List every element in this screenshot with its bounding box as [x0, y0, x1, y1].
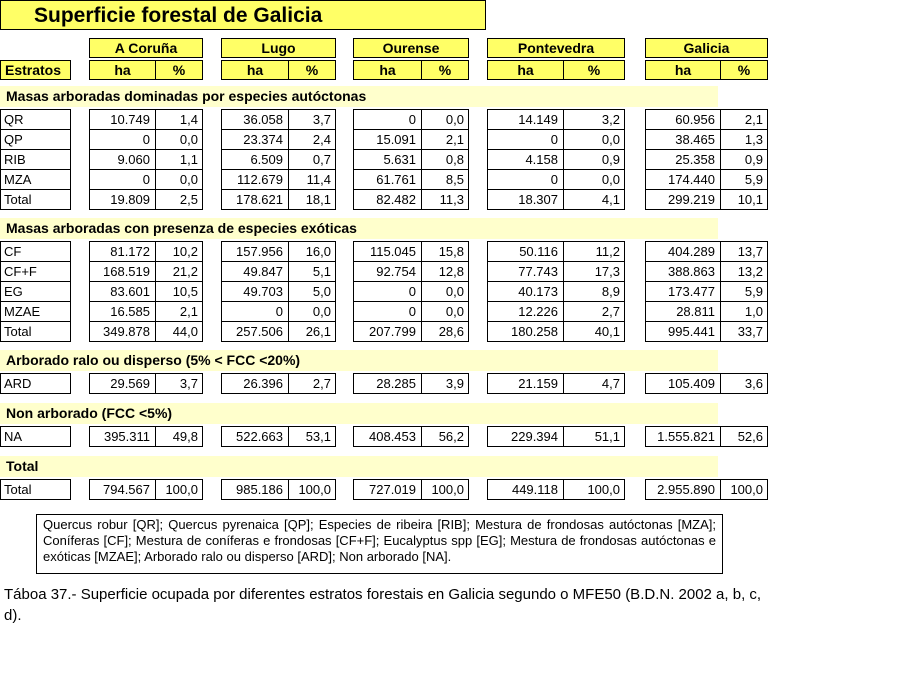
- cell-pct: 8,5: [445, 172, 464, 187]
- cell-ha: 60.956: [675, 112, 715, 127]
- section-header: [0, 456, 718, 477]
- cell-pct: 1,4: [179, 112, 198, 127]
- cell-pct: 2,1: [179, 304, 198, 319]
- cell-pct: 40,1: [594, 324, 620, 339]
- cell-ha: 50.116: [519, 244, 558, 259]
- cell-pct: 49,8: [172, 429, 198, 444]
- title-box: [0, 0, 486, 30]
- cell-ha: 1.555.821: [657, 429, 715, 444]
- cell-ha: 395.311: [103, 429, 150, 444]
- cell-pct: 100,0: [587, 482, 620, 497]
- region-header: Pontevedra: [487, 38, 625, 58]
- cell-ha: 28.285: [376, 376, 416, 391]
- section-header: [0, 218, 718, 239]
- cell-ha: 105.409: [668, 376, 715, 391]
- section-title: Masas arboradas con presenza de especies exóticas: [6, 220, 357, 236]
- section-header: [0, 86, 718, 107]
- row-label: Total: [4, 482, 32, 497]
- cell-ha: 0: [275, 304, 283, 319]
- cell-pct: 3,9: [445, 376, 464, 391]
- cell-ha: 12.226: [518, 304, 558, 319]
- cell-pct: 0,7: [312, 152, 331, 167]
- cell-pct: 11,2: [595, 244, 620, 259]
- cell-pct: 2,5: [179, 192, 198, 207]
- cell-pct: 100,0: [730, 482, 763, 497]
- cell-ha: 174.440: [668, 172, 715, 187]
- cell-pct: 0,0: [601, 172, 620, 187]
- cell-ha: 794.567: [103, 482, 150, 497]
- section-header: [0, 403, 718, 424]
- section-title: Masas arboradas dominadas por especies autóctonas: [6, 88, 367, 104]
- cell-ha: 2.955.890: [657, 482, 715, 497]
- cell-ha: 49.847: [243, 264, 283, 279]
- cell-ha: 0: [142, 132, 150, 147]
- cell-pct: 51,1: [594, 429, 620, 444]
- row-label: QP: [4, 132, 23, 147]
- cell-ha: 16.585: [110, 304, 150, 319]
- cell-pct: 10,5: [172, 284, 198, 299]
- cell-pct: 0,9: [744, 152, 763, 167]
- cell-pct: 1,3: [744, 132, 763, 147]
- cell-pct: 0,0: [445, 112, 464, 127]
- table-caption: Táboa 37.- Superficie ocupada por diferentes estratos forestais en Galicia segundo o MFE50 (B.D.N. 2002 a, b, c, d).: [4, 586, 762, 624]
- cell-pct: 2,1: [445, 132, 464, 147]
- cell-pct: 4,7: [601, 376, 620, 391]
- cell-ha: 82.482: [376, 192, 416, 207]
- cell-pct: 8,9: [601, 284, 620, 299]
- row-label: Total: [4, 324, 32, 339]
- cell-pct: 4,1: [601, 192, 620, 207]
- cell-pct: 15,8: [438, 244, 464, 259]
- cell-pct: 53,1: [305, 429, 331, 444]
- cell-pct: 3,7: [312, 112, 331, 127]
- cell-ha: 9.060: [117, 152, 150, 167]
- cell-ha: 26.396: [243, 376, 283, 391]
- cell-pct: 0,0: [179, 132, 198, 147]
- cell-pct: 0,8: [445, 152, 464, 167]
- cell-ha: 18.307: [518, 192, 558, 207]
- cell-ha: 19.809: [110, 192, 150, 207]
- cell-pct: 0,9: [601, 152, 620, 167]
- cell-pct: 3,6: [744, 376, 763, 391]
- cell-pct: 5,0: [312, 284, 331, 299]
- cell-ha: 727.019: [369, 482, 416, 497]
- row-label: EG: [4, 284, 23, 299]
- legend-box: Quercus robur [QR]; Quercus pyrenaica [QP]; Especies de ribeira [RIB]; Mestura de frondosas autóctonas [MZA]; Coníferas [CF]; Mestura de coníferas e frondosas [CF+F]; Eucalyptus spp [EG]; Mestura de frondosas autóctonas e exóticas [MZAE]; Arborado ralo ou disperso [ARD]; Non arborado [NA].: [36, 514, 723, 574]
- page-title: Superficie forestal de Galicia: [34, 4, 323, 27]
- region-header: Ourense: [353, 38, 469, 58]
- cell-pct: 5,1: [312, 264, 331, 279]
- cell-pct: 2,7: [601, 304, 620, 319]
- cell-pct: 5,9: [744, 172, 763, 187]
- cell-ha: 83.601: [110, 284, 150, 299]
- unit-pct-header: %: [563, 60, 625, 80]
- cell-pct: 100,0: [431, 482, 464, 497]
- cell-ha: 0: [550, 172, 558, 187]
- cell-ha: 23.374: [243, 132, 283, 147]
- cell-pct: 44,0: [172, 324, 198, 339]
- cell-pct: 11,3: [439, 192, 464, 207]
- section-title: Total: [6, 458, 39, 474]
- region-header: Galicia: [645, 38, 768, 58]
- cell-pct: 10,1: [737, 192, 763, 207]
- cell-pct: 11,4: [306, 172, 331, 187]
- cell-ha: 207.799: [369, 324, 416, 339]
- cell-pct: 18,1: [305, 192, 331, 207]
- unit-pct-header: %: [720, 60, 768, 80]
- cell-ha: 985.186: [236, 482, 283, 497]
- cell-ha: 49.703: [243, 284, 283, 299]
- cell-pct: 1,1: [179, 152, 198, 167]
- cell-pct: 13,7: [737, 244, 763, 259]
- cell-ha: 0: [550, 132, 558, 147]
- cell-pct: 56,2: [438, 429, 464, 444]
- cell-pct: 52,6: [737, 429, 763, 444]
- cell-ha: 36.058: [243, 112, 283, 127]
- cell-pct: 13,2: [737, 264, 763, 279]
- estratos-header: Estratos: [0, 60, 71, 80]
- unit-pct-header: %: [288, 60, 336, 80]
- cell-ha: 178.621: [236, 192, 283, 207]
- cell-ha: 29.569: [110, 376, 150, 391]
- cell-ha: 0: [408, 284, 416, 299]
- region-header: Lugo: [221, 38, 336, 58]
- cell-ha: 115.045: [369, 244, 416, 259]
- cell-pct: 26,1: [305, 324, 331, 339]
- cell-ha: 404.289: [668, 244, 715, 259]
- cell-pct: 2,1: [744, 112, 763, 127]
- row-label: CF+F: [4, 264, 37, 279]
- cell-ha: 257.506: [236, 324, 283, 339]
- cell-ha: 349.878: [103, 324, 150, 339]
- cell-ha: 180.258: [511, 324, 558, 339]
- cell-pct: 3,2: [601, 112, 620, 127]
- cell-pct: 0,0: [312, 304, 331, 319]
- cell-ha: 299.219: [668, 192, 715, 207]
- cell-pct: 21,2: [172, 264, 198, 279]
- cell-pct: 28,6: [438, 324, 464, 339]
- section-title: Arborado ralo ou disperso (5% < FCC <20%): [6, 352, 301, 368]
- cell-ha: 0: [408, 112, 416, 127]
- cell-pct: 10,2: [172, 244, 198, 259]
- unit-ha-header: ha: [221, 60, 289, 80]
- row-label: MZA: [4, 172, 32, 187]
- cell-ha: 522.663: [236, 429, 283, 444]
- unit-pct-header: %: [421, 60, 469, 80]
- cell-ha: 4.158: [525, 152, 558, 167]
- cell-ha: 408.453: [369, 429, 416, 444]
- row-label: Total: [4, 192, 32, 207]
- unit-ha-header: ha: [645, 60, 721, 80]
- cell-pct: 100,0: [165, 482, 198, 497]
- cell-ha: 168.519: [103, 264, 150, 279]
- cell-ha: 14.149: [518, 112, 558, 127]
- cell-ha: 173.477: [668, 284, 715, 299]
- row-label: ARD: [4, 376, 32, 391]
- cell-ha: 112.679: [236, 172, 283, 187]
- section-title: Non arborado (FCC <5%): [6, 405, 173, 421]
- cell-pct: 0,0: [179, 172, 198, 187]
- cell-pct: 0,0: [445, 284, 464, 299]
- cell-pct: 5,9: [744, 284, 763, 299]
- cell-ha: 0: [408, 304, 416, 319]
- row-label: QR: [4, 112, 24, 127]
- region-header: A Coruña: [89, 38, 203, 58]
- cell-ha: 0: [142, 172, 150, 187]
- cell-ha: 449.118: [511, 482, 558, 497]
- cell-ha: 6.509: [250, 152, 283, 167]
- cell-ha: 38.465: [675, 132, 715, 147]
- cell-ha: 77.743: [518, 264, 558, 279]
- cell-pct: 12,8: [438, 264, 464, 279]
- cell-ha: 28.811: [676, 304, 715, 319]
- row-label: NA: [4, 429, 23, 444]
- cell-pct: 100,0: [298, 482, 331, 497]
- cell-ha: 15.091: [376, 132, 416, 147]
- cell-pct: 1,0: [744, 304, 763, 319]
- row-label: MZAE: [4, 304, 41, 319]
- unit-ha-header: ha: [353, 60, 422, 80]
- section-header: [0, 350, 718, 371]
- unit-pct-header: %: [155, 60, 203, 80]
- cell-pct: 16,0: [305, 244, 331, 259]
- row-label: CF: [4, 244, 22, 259]
- cell-pct: 2,4: [312, 132, 331, 147]
- cell-ha: 229.394: [511, 429, 558, 444]
- cell-ha: 5.631: [383, 152, 416, 167]
- cell-pct: 0,0: [445, 304, 464, 319]
- cell-ha: 61.761: [376, 172, 416, 187]
- cell-ha: 157.956: [236, 244, 283, 259]
- cell-ha: 388.863: [668, 264, 715, 279]
- cell-pct: 3,7: [179, 376, 198, 391]
- cell-ha: 92.754: [376, 264, 416, 279]
- cell-ha: 10.749: [110, 112, 150, 127]
- cell-ha: 995.441: [668, 324, 715, 339]
- cell-ha: 21.159: [518, 376, 558, 391]
- unit-ha-header: ha: [487, 60, 564, 80]
- unit-ha-header: ha: [89, 60, 156, 80]
- row-label: RIB: [4, 152, 26, 167]
- cell-pct: 2,7: [312, 376, 331, 391]
- cell-pct: 0,0: [601, 132, 620, 147]
- cell-ha: 25.358: [675, 152, 715, 167]
- cell-ha: 81.172: [110, 244, 150, 259]
- cell-pct: 17,3: [594, 264, 620, 279]
- cell-pct: 33,7: [737, 324, 763, 339]
- cell-ha: 40.173: [518, 284, 558, 299]
